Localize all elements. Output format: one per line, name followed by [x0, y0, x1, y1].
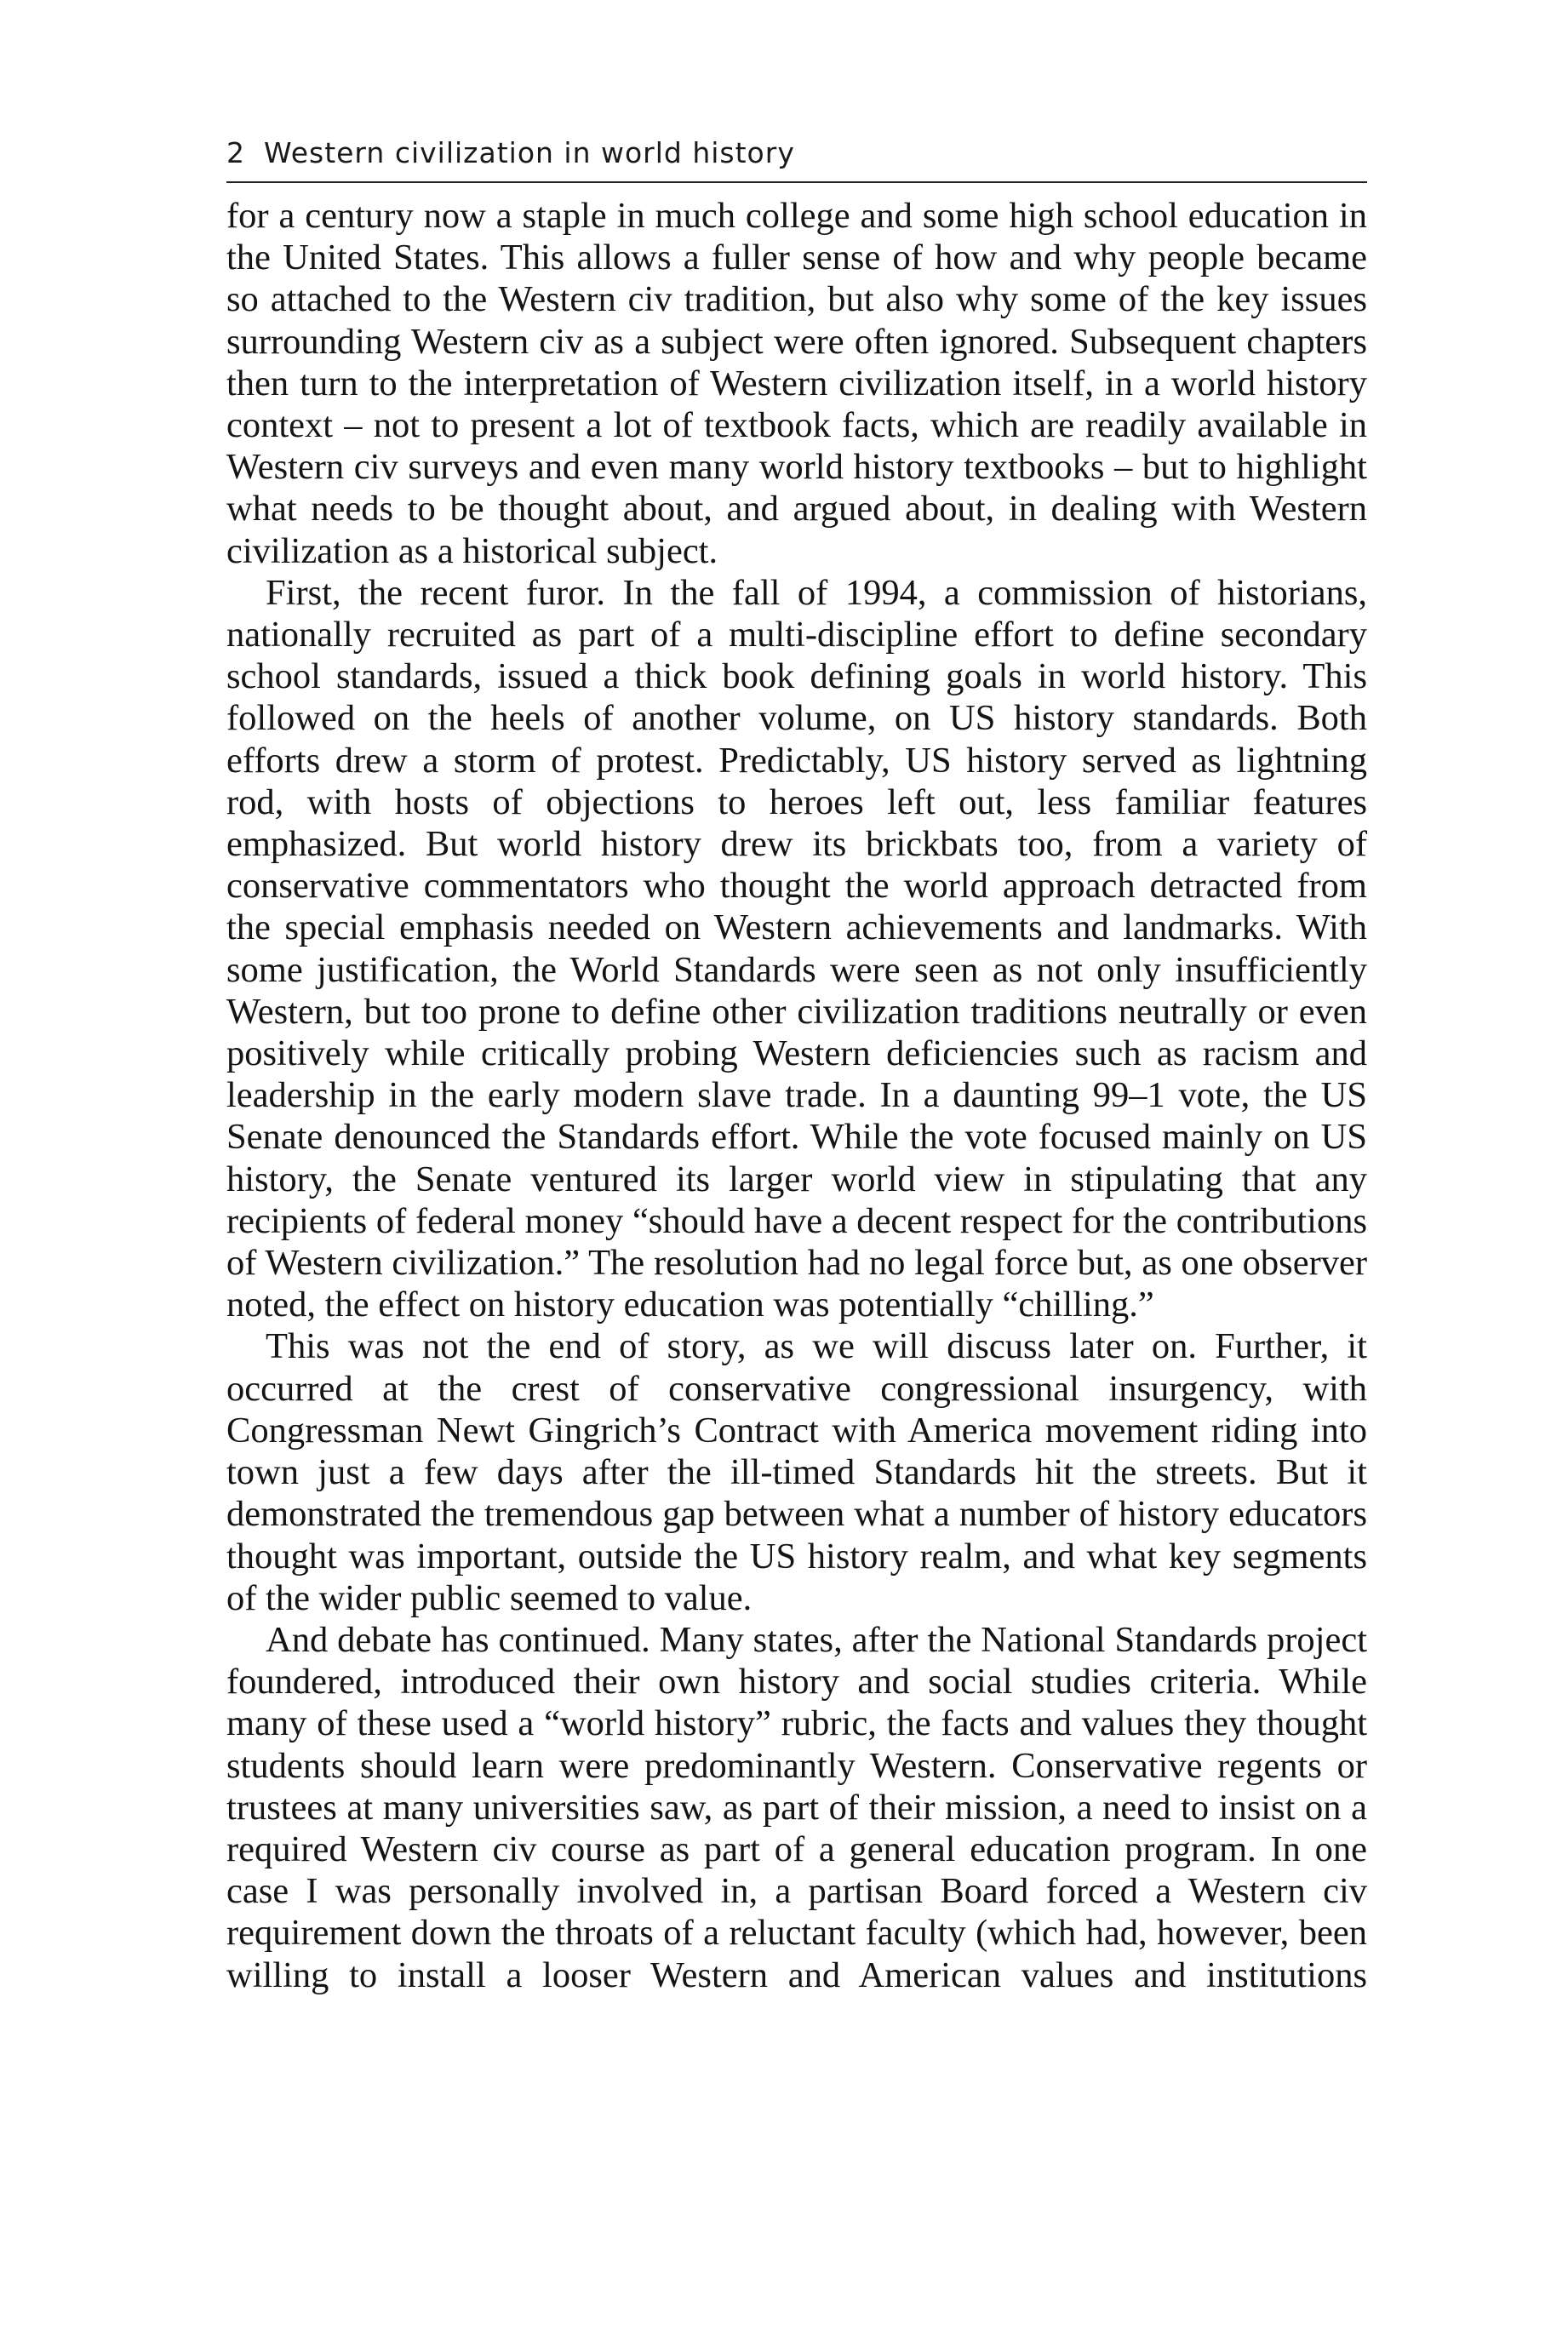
page — [226, 136, 1367, 1996]
page-number: 2 — [226, 136, 245, 169]
running-head — [226, 136, 1367, 183]
paragraph: This was not the end of story, as we will discuss later on. Further, it occurred at the crest of conservative congressional insurgency, with Congressman Newt Gingrich’s Contract with America movement riding into town just a few days after the ill-timed Standards hit the streets. But it demonstrated the tremendous gap between what a number of history educators thought was important, outside the US history realm, and what key segments of the wider public seemed to value. — [226, 1326, 1367, 1618]
running-title: Western civilization in world history — [264, 136, 795, 169]
paragraph: First, the recent furor. In the fall of 1994, a commission of historians, nationally recruited as part of a multi-discipline effort to define secondary school standards, issued a thick book defining goals in world history. This followed on the heels of another volume, on US history standards. Both efforts drew a storm of protest. Predictably, US history served as lightning rod, with hosts of objections to heroes left out, less familiar features emphasized. But world history drew its brickbats too, from a variety of conservative commentators who thought the world approach detracted from the special emphasis needed on Western achievements and landmarks. With some justification, the World Standards were seen as not only insufficiently Western, but too prone to define other civilization traditions neutrally or even positively while critically probing Western deficiencies such as racism and leadership in the early modern slave trade. In a daunting 99–1 vote, the US Senate denounced the Standards effort. While the vote focused mainly on US history, the Senate ventured its larger world view in stipulating that any recipients of federal money “should have a decent respect for the contributions of Western civilization.” The resolution had no legal force but, as one observer noted, the effect on history education was potentially “chilling.” — [226, 572, 1367, 1325]
paragraph-continued: for a century now a staple in much college and some high school education in the United States. This allows a fuller sense of how and why people became so attached to the Western civ tradition, but also why some of the key issues surrounding Western civ as a subject were often ignored. Subsequent chapters then turn to the interpretation of Western civilization itself, in a world history context – not to present a lot of textbook facts, which are readily available in Western civ surveys and even many world history textbooks – but to highlight what needs to be thought about, and argued about, in dealing with Western civilization as a historical subject. — [226, 196, 1367, 571]
body-text — [226, 195, 1367, 1996]
paragraph: And debate has continued. Many states, after the National Standards project foundered, introduced their own history and social studies criteria. While many of these used a “world history” rubric, the facts and values they thought students should learn were predominantly Western. Conservative regents or trustees at many universities saw, as part of their mission, a need to insist on a required Western civ course as part of a general education program. In one case I was personally involved in, a partisan Board forced a Western civ requirement down the throats of a reluctant faculty (which had, however, been willing to install a looser Western and American values and institutions — [226, 1619, 1367, 1995]
